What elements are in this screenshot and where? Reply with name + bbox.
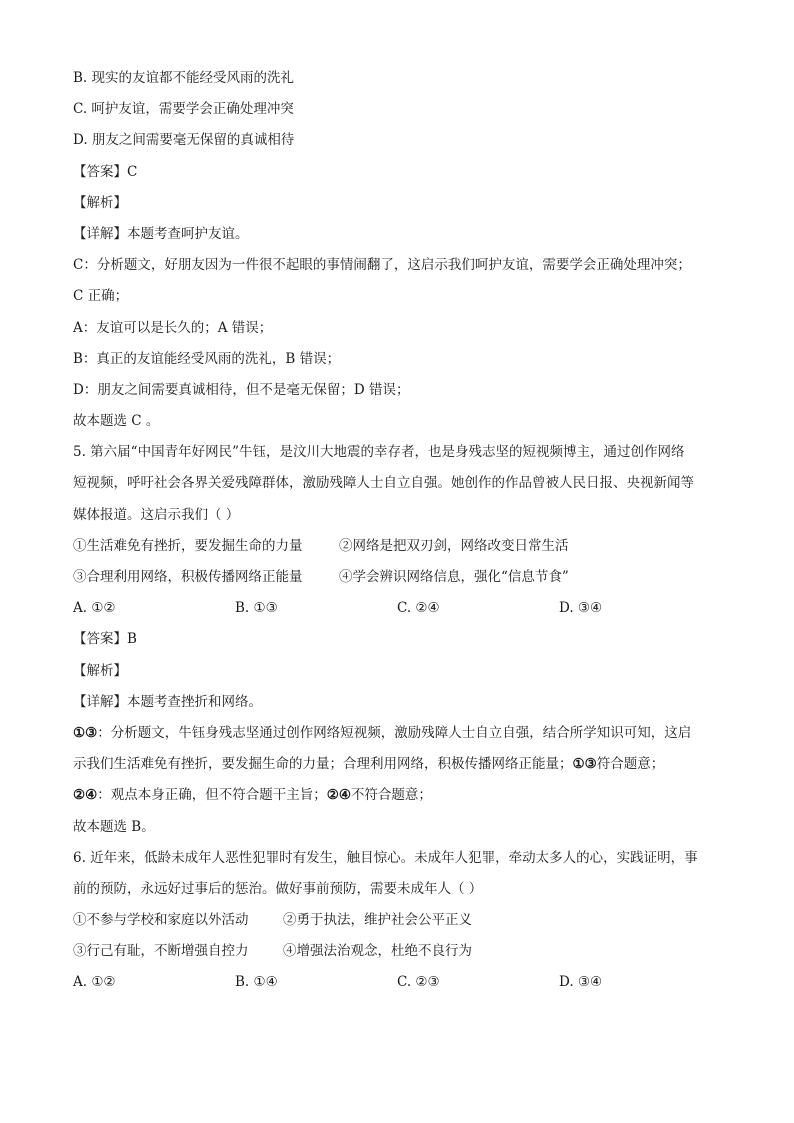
q5-detail xyxy=(73,687,723,718)
q4-answer xyxy=(73,157,723,188)
q6-item-2: ②勇于执法，维护社会公平正义 xyxy=(283,912,472,929)
q5-stem-line1: 5. 第六届“中国青年好网民”牛钰，是汶川大地震的幸存者，也是身残志坚的短视频博主，通过创作网络 xyxy=(73,444,685,461)
detail-text: 本题考查挫折和网络。 xyxy=(127,693,262,710)
q4-option-b: B. 现实的友谊都不能经受风雨的洗礼 xyxy=(73,70,295,86)
q5-analysis-p1-line1 xyxy=(73,718,723,749)
text: ：观点本身正确，但不符合题干主旨； xyxy=(97,787,327,804)
q4-analysis-d: D：朋友之间需要真诚相待，但不是毫无保留；D 错误； xyxy=(73,381,410,398)
q5-analysis-p2 xyxy=(73,780,723,811)
q6-choice-d: D. ③④ xyxy=(559,974,603,991)
q5-answer xyxy=(73,624,723,655)
text: 示我们生活难免有挫折，要发掘生命的力量；合理利用网络，积极传播网络正能量； xyxy=(73,756,573,773)
q6-items-row1 xyxy=(73,905,723,936)
q6-choice-c: C. ②③ xyxy=(397,974,440,991)
q4-option-c: C. 呵护友谊，需要学会正确处理冲突 xyxy=(73,101,294,118)
q5-items-row1 xyxy=(73,531,723,562)
q4-detail xyxy=(73,219,723,250)
q6-items-row2 xyxy=(73,936,723,967)
q6-item-4: ④增强法治观念，杜绝不良行为 xyxy=(283,943,472,960)
detail-label: 【详解】 xyxy=(73,225,127,242)
q6-item-1: ①不参与学校和家庭以外活动 xyxy=(73,912,249,929)
q4-option-d: D. 朋友之间需要毫无保留的真诚相待 xyxy=(73,132,295,149)
q6-item-3: ③行己有耻，不断增强自控力 xyxy=(73,943,249,960)
answer-value: C xyxy=(127,163,138,180)
text: ：分析题文，牛钰身残志坚通过创作网络短视频，激励残障人士自立自强，结合所学知识可知，这启 xyxy=(97,724,692,741)
q4-analysis-a: A：友谊可以是长久的；A 错误； xyxy=(73,319,273,336)
text: 符合题意； xyxy=(596,756,665,773)
q5-choice-b: B. ①③ xyxy=(235,600,278,617)
q5-analysis-p1-line2 xyxy=(73,749,723,780)
q4-analysis-c-line1: C：分析题文，好朋友因为一件很不起眼的事情闹翻了，这启示我们呵护友谊，需要学会正确处理冲突； xyxy=(73,257,691,274)
q5-item-2: ②网络是把双刃剑，网络改变日常生活 xyxy=(339,537,569,554)
q6-stem-line1: 6. 近年来，低龄未成年人恶性犯罪时有发生，触目惊心。未成年人犯罪，牵动太多人的心，实践证明，事 xyxy=(73,849,698,866)
marker: ②④ xyxy=(326,787,351,804)
q4-analysis-c-line2: C 正确； xyxy=(73,288,129,305)
answer-label: 【答案】 xyxy=(73,631,127,648)
q6-choices xyxy=(73,967,723,998)
q6-choice-a: A. ①② xyxy=(73,974,116,991)
q6-stem-line2: 前的预防，永远好过事后的惩治。做好事前预防，需要未成年人（ ） xyxy=(73,880,483,897)
q5-item-3: ③合理利用网络，积极传播网络正能量 xyxy=(73,569,303,585)
q4-conclusion: 故本题选 C 。 xyxy=(73,413,160,430)
answer-label: 【答案】 xyxy=(73,163,127,180)
text: 不符合题意； xyxy=(350,787,432,804)
q5-choice-a: A. ①② xyxy=(73,600,116,617)
marker: ①③ xyxy=(572,756,597,773)
detail-label: 【详解】 xyxy=(73,693,127,710)
q4-analysis-b: B：真正的友谊能经受风雨的洗礼，B 错误； xyxy=(73,350,341,367)
document-page xyxy=(73,63,723,999)
q6-choice-b: B. ①④ xyxy=(235,974,278,991)
q4-analysis-label: 【解析】 xyxy=(73,194,127,211)
marker: ②④ xyxy=(73,787,98,804)
q5-items-row2 xyxy=(73,562,723,593)
q5-choice-d: D. ③④ xyxy=(559,600,603,617)
answer-value: B xyxy=(127,631,137,648)
q5-item-1: ①生活难免有挫折，要发掘生命的力量 xyxy=(73,537,303,554)
q5-conclusion: 故本题选 B。 xyxy=(73,818,155,835)
q5-choices xyxy=(73,593,723,624)
detail-text: 本题考查呵护友谊。 xyxy=(127,225,249,242)
q5-stem-line2: 短视频，呼吁社会各界关爱残障群体，激励残障人士自立自强。她创作的作品曾被人民日报、央视新闻等 xyxy=(73,475,694,492)
marker: ①③ xyxy=(73,724,98,741)
q5-stem-line3: 媒体报道。这启示我们（ ） xyxy=(73,506,240,523)
q5-item-4: ④学会辨识网络信息，强化“信息节食” xyxy=(339,569,569,585)
q5-analysis-label: 【解析】 xyxy=(73,662,127,679)
q5-choice-c: C. ②④ xyxy=(397,600,440,617)
